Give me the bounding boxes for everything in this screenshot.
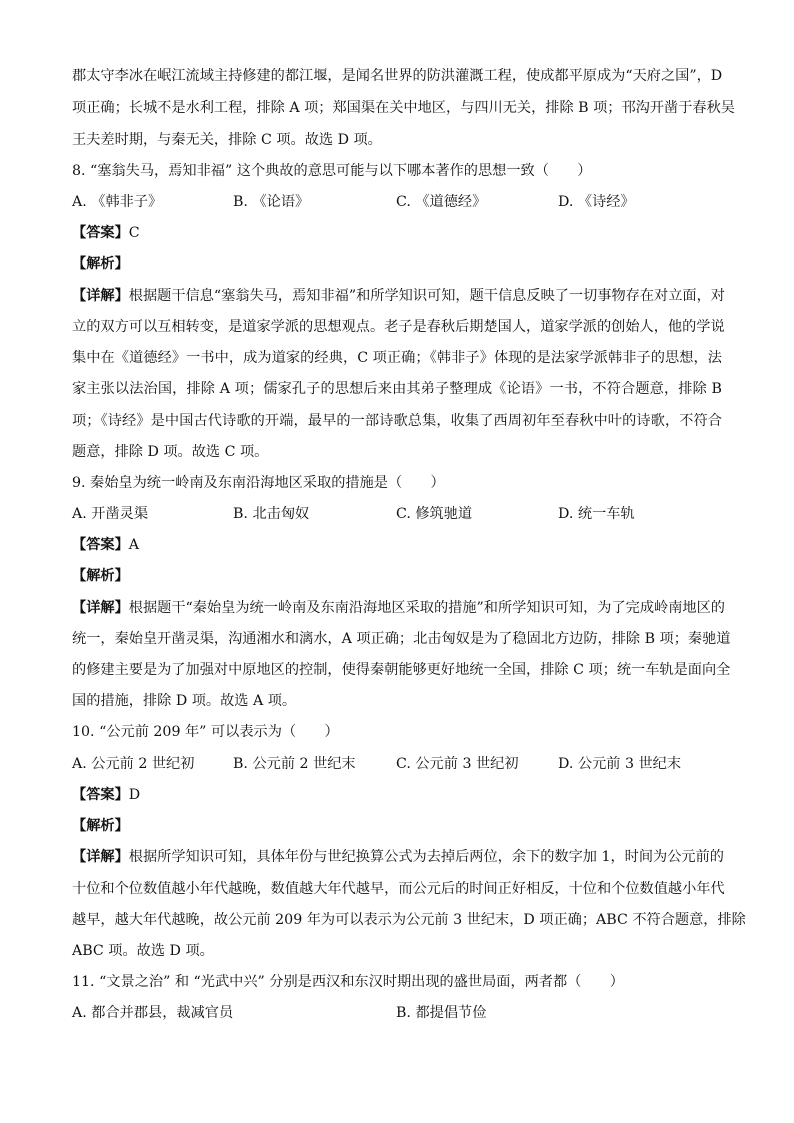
question-11-option-a: A. 都合并郡县，裁减官员 — [72, 1005, 234, 1021]
text-line: 的修建主要是为了加强对中原地区的控制，使得秦朝能够更好地统一全国，排除 C 项；统一车轨是面向全 — [72, 662, 731, 678]
question-9-option-c: C. 修筑驰道 — [396, 506, 473, 522]
question-10-stem: 10. “公元前 209 年” 可以表示为（ ） — [72, 724, 339, 740]
question-10-analysis-tag: 【解析】 — [72, 818, 129, 834]
text-line: 郡太守李冰在岷江流域主持修建的都江堰，是闻名世界的防洪灌溉工程，使成都平原成为“天府之国”，D — [72, 68, 723, 84]
answer-tag: 【答案】 — [72, 787, 129, 803]
detail-text: 根据所学知识可知，具体年份与世纪换算公式为去掉后两位，余下的数字加 1，时间为公元前的 — [128, 849, 724, 865]
question-10-option-d: D. 公元前 3 世纪末 — [558, 756, 682, 772]
detail-text: 根据题干“秦始皇为统一岭南及东南沿海地区采取的措施”和所学知识可知，为了完成岭南地区的 — [128, 600, 725, 616]
answer-value: C — [128, 225, 140, 241]
question-8-answer — [72, 223, 722, 243]
answer-tag: 【答案】 — [72, 225, 129, 241]
text-line: 家主张以法治国，排除 A 项；儒家孔子的思想后来由其弟子整理成《论语》一书，不符合题意，排除 B — [72, 381, 722, 397]
detail-tag: 【详解】 — [72, 849, 129, 865]
text-line: 项正确；长城不是水利工程，排除 A 项；郑国渠在关中地区，与四川无关，排除 B 项；邗沟开凿于春秋吴 — [72, 100, 735, 116]
text-line: 王夫差时期，与秦无关，排除 C 项。故选 D 项。 — [72, 132, 382, 148]
text-line: 项；《诗经》是中国古代诗歌的开端，最早的一部诗歌总集，收集了西周初年至春秋中叶的诗歌，不符合 — [72, 413, 722, 429]
text-line: 题意，排除 D 项。故选 C 项。 — [72, 444, 269, 460]
question-10-option-c: C. 公元前 3 世纪初 — [396, 756, 519, 772]
detail-tag: 【详解】 — [72, 600, 129, 616]
question-9-stem: 9. 秦始皇为统一岭南及东南沿海地区采取的措施是（ ） — [72, 475, 445, 491]
answer-tag: 【答案】 — [72, 537, 129, 553]
question-9-option-d: D. 统一车轨 — [558, 506, 635, 522]
text-line: 十位和个位数值越小年代越晚，数值越大年代越早，而公元后的时间正好相反，十位和个位数值越小年代 — [72, 881, 725, 897]
question-9-detail — [72, 598, 725, 618]
question-9-analysis-tag: 【解析】 — [72, 568, 129, 584]
question-11-stem: 11. “文景之治” 和 “光武中兴” 分别是西汉和东汉时期出现的盛世局面，两者都（ ） — [72, 974, 624, 990]
answer-value: A — [128, 537, 140, 553]
answer-value: D — [128, 787, 141, 803]
question-8-analysis-tag: 【解析】 — [72, 256, 129, 272]
text-line: 越早，越大年代越晚，故公元前 209 年为可以表示为公元前 3 世纪末，D 项正确；ABC 不符合题意，排除 — [72, 912, 746, 928]
text-line: 国的措施，排除 D 项。故选 A 项。 — [72, 693, 297, 709]
question-9-option-a: A. 开凿灵渠 — [72, 506, 149, 522]
question-8-option-c: C. 《道德经》 — [396, 194, 487, 210]
detail-text: 根据题干信息“塞翁失马，焉知非福”和所学知识可知，题干信息反映了一切事物存在对立面，对 — [128, 288, 725, 304]
question-8-option-d: D. 《诗经》 — [558, 194, 635, 210]
question-9-option-b: B. 北击匈奴 — [233, 506, 310, 522]
question-8-option-b: B. 《论语》 — [233, 194, 310, 210]
text-line: 立的双方可以互相转变，是道家学派的思想观点。老子是春秋后期楚国人，道家学派的创始人，他的学说 — [72, 319, 725, 335]
question-11-option-b: B. 都提倡节俭 — [396, 1005, 487, 1021]
text-line: 统一，秦始皇开凿灵渠，沟通湘水和漓水，A 项正确；北击匈奴是为了稳固北方边防，排除 B 项；秦驰道 — [72, 631, 731, 647]
detail-tag: 【详解】 — [72, 288, 129, 304]
question-8-option-a: A. 《韩非子》 — [72, 194, 163, 210]
question-8-stem: 8. “塞翁失马，焉知非福” 这个典故的意思可能与以下哪本著作的思想一致（ ） — [72, 163, 592, 179]
question-10-option-b: B. 公元前 2 世纪末 — [233, 756, 356, 772]
text-line: 集中在《道德经》一书中，成为道家的经典，C 项正确；《韩非子》体现的是法家学派韩非子的思想，法 — [72, 350, 722, 366]
question-10-option-a: A. 公元前 2 世纪初 — [72, 756, 195, 772]
question-10-answer — [72, 785, 722, 805]
question-8-detail — [72, 286, 725, 306]
question-9-answer — [72, 535, 722, 555]
text-line: ABC 项。故选 D 项。 — [72, 943, 214, 959]
question-10-detail — [72, 847, 722, 867]
